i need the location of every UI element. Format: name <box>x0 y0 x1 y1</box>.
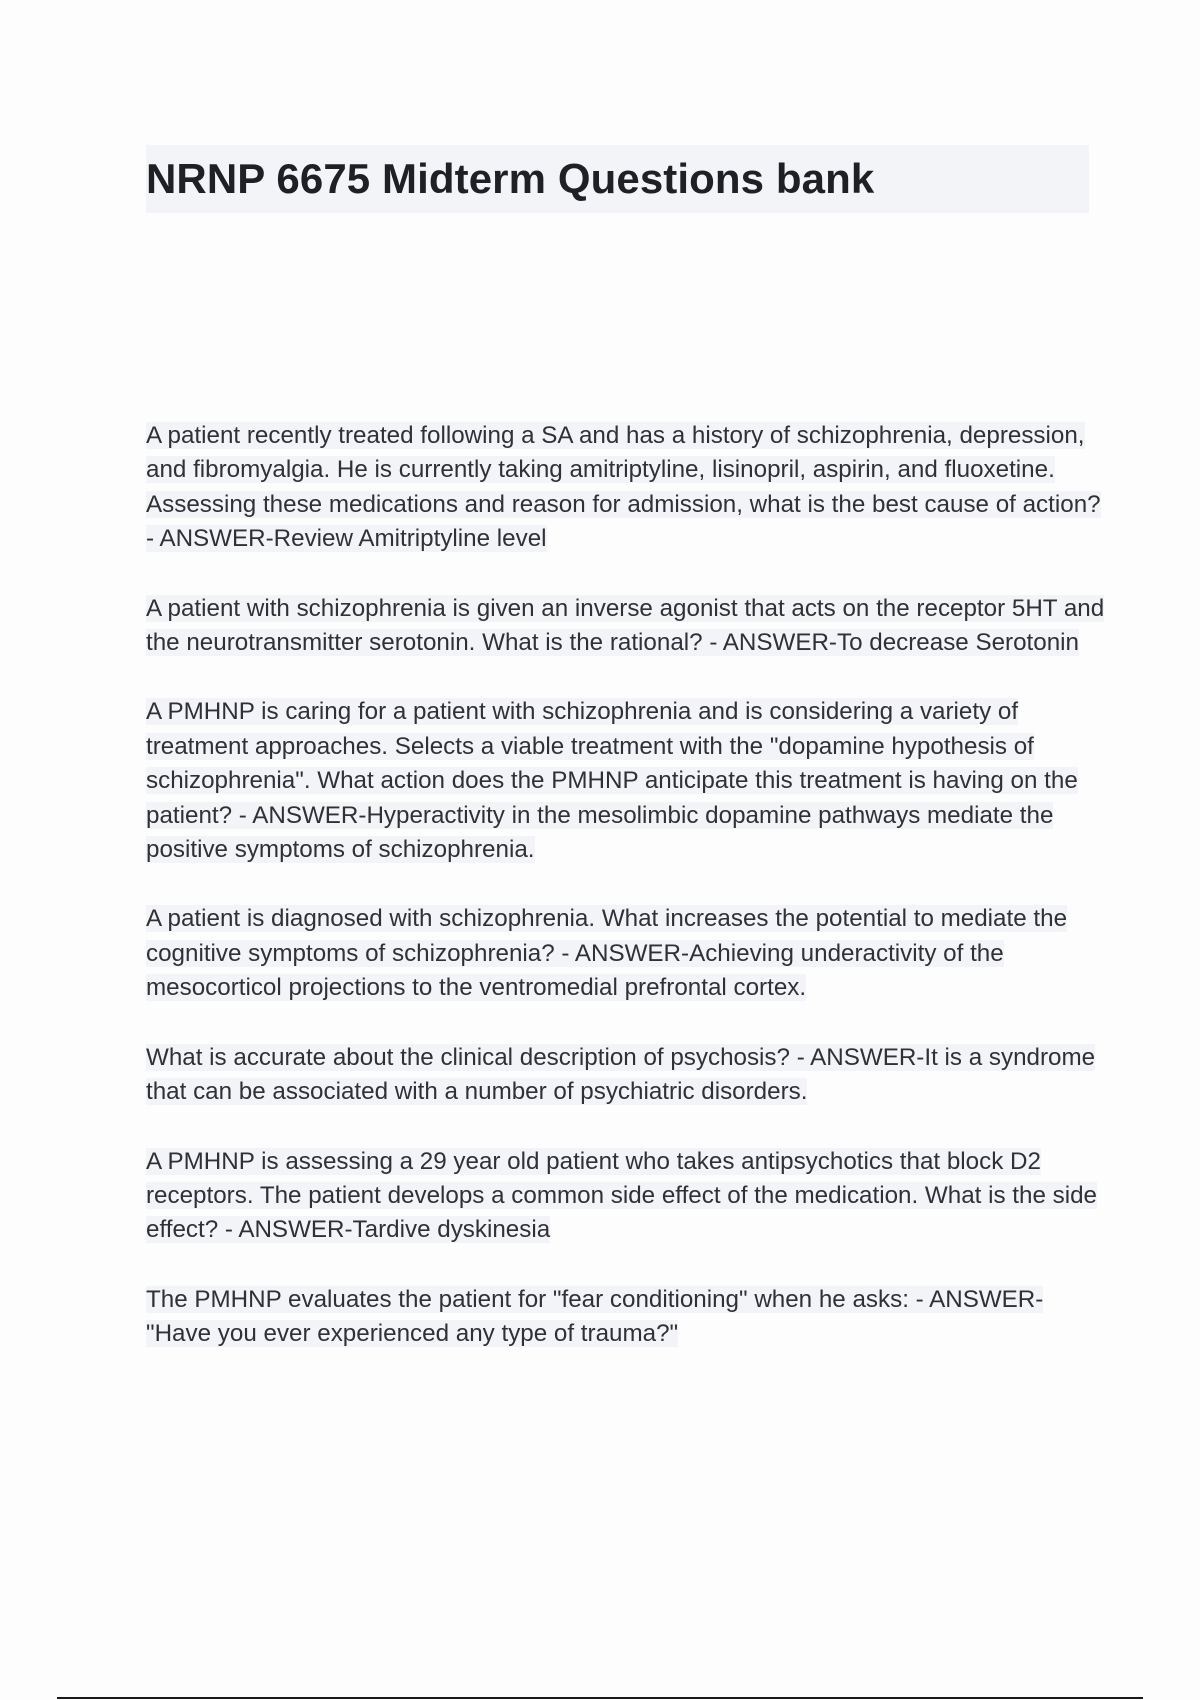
qa-item <box>146 1283 1106 1352</box>
document-title: NRNP 6675 Midterm Questions bank <box>146 145 1089 213</box>
qa-item <box>146 695 1106 867</box>
qa-text: A patient is diagnosed with schizophrenia. What increases the potential to mediate the cognitive symptoms of schizophrenia? - ANSWER-Achieving underactivity of the mesocorticol projections to the ventromedial prefrontal cortex. <box>146 905 1068 1002</box>
qa-text: What is accurate about the clinical description of psychosis? - ANSWER-It is a syndrome that can be associated with a number of psychiatric disorders. <box>146 1043 1096 1106</box>
qa-text: A patient recently treated following a SA and has a history of schizophrenia, depression, and fibromyalgia. He is currently taking amitriptyline, lisinopril, aspirin, and fluoxetine. Assessing these medications and reason for admission, what is the best cause of action? - ANSWER-Review Amitriptyline level <box>146 422 1101 553</box>
page-bottom-rule <box>57 1697 1143 1699</box>
qa-item <box>146 902 1106 1005</box>
qa-text: The PMHNP evaluates the patient for "fear conditioning" when he asks: - ANSWER-"Have you ever experienced any type of trauma?" <box>146 1285 1044 1348</box>
qa-item <box>146 1041 1106 1110</box>
qa-text: A patient with schizophrenia is given an inverse agonist that acts on the receptor 5HT and the neurotransmitter serotonin. What is the rational? - ANSWER-To decrease Serotonin <box>146 594 1105 657</box>
qa-item <box>146 1145 1106 1248</box>
question-answer-list <box>146 419 1106 1387</box>
qa-text: A PMHNP is assessing a 29 year old patient who takes antipsychotics that block D2 receptors. The patient develops a common side effect of the medication. What is the side effect? - ANSWER-Tardive dyskinesia <box>146 1147 1098 1244</box>
qa-text: A PMHNP is caring for a patient with schizophrenia and is considering a variety of treatment approaches. Selects a viable treatment with the "dopamine hypothesis of schizophrenia". What action does the PMHNP anticipate this treatment is having on the patient? - ANSWER-Hyperactivity in the mesolimbic dopamine pathways mediate the positive symptoms of schizophrenia. <box>146 698 1078 864</box>
qa-item <box>146 592 1106 661</box>
qa-item <box>146 419 1106 557</box>
